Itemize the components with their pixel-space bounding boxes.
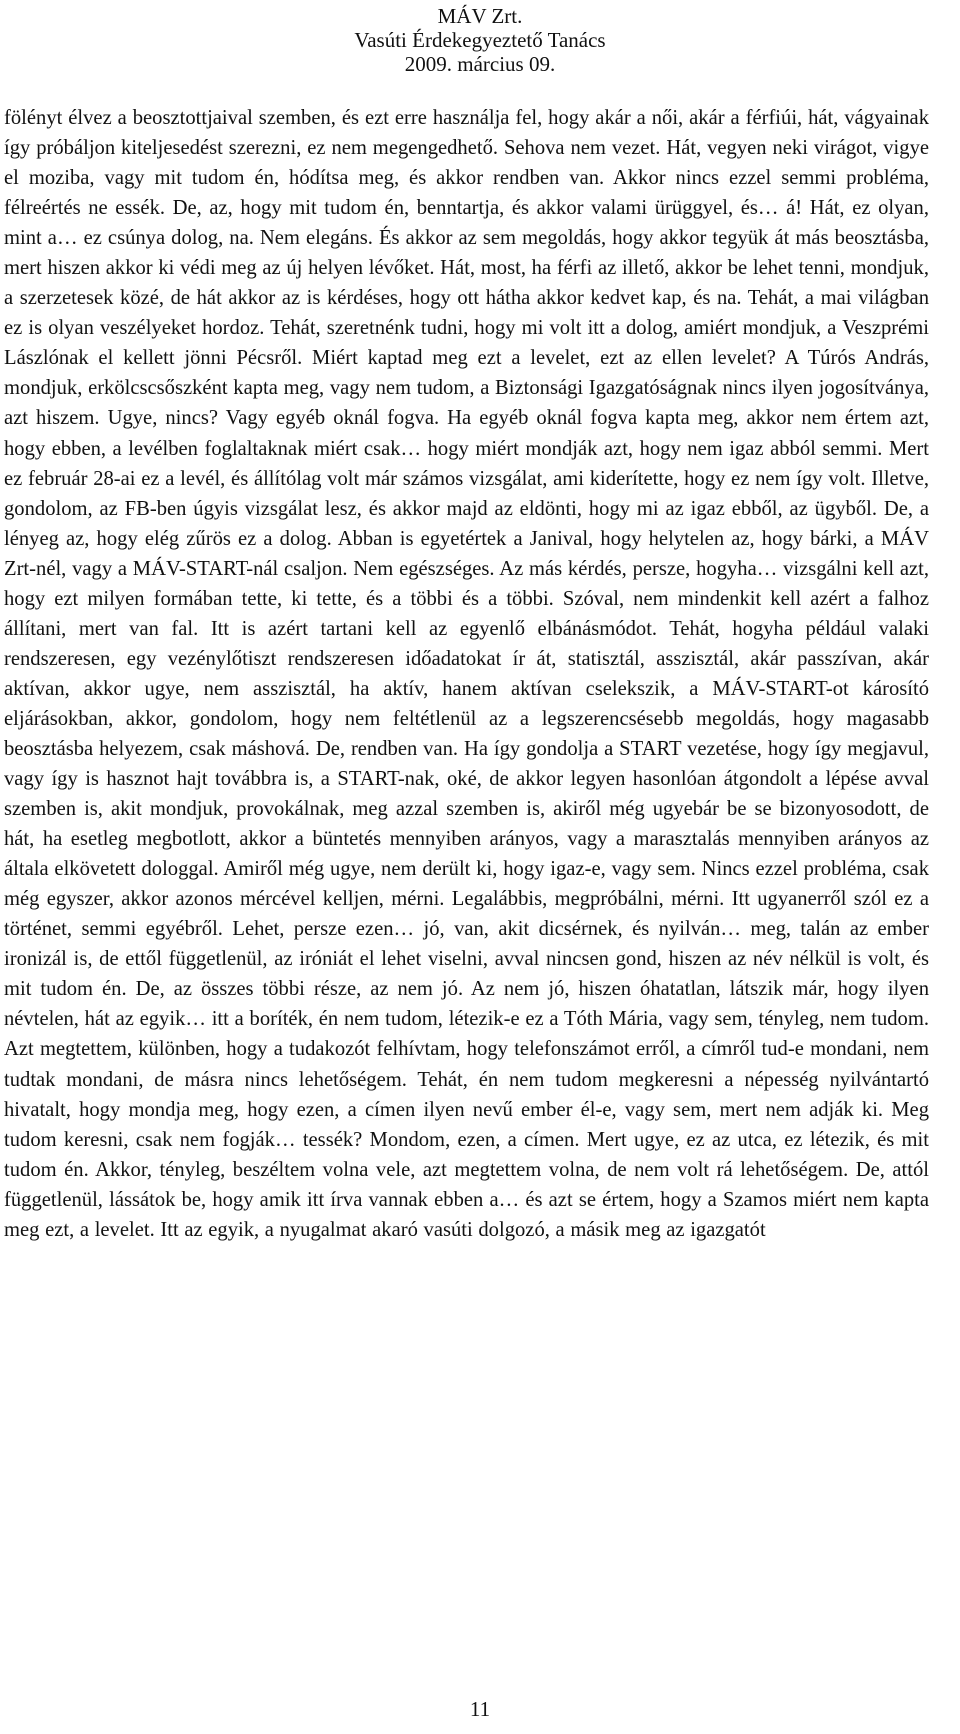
header-organization: MÁV Zrt.	[437, 4, 523, 28]
body-paragraph: fölényt élvez a beosztottjaival szemben, és ezt erre használja fel, hogy akár a női, akár a férfiúi, hát, vágyainak így próbáljon kiteljesedést szerezni, ez nem megengedhető. Sehova nem vezet. Hát, vegyen neki virágot, vigye el moziba, vagy mit tudom én, hódítsa meg, és akkor rendben van. Akkor nincs ezzel semmi probléma, félreértés ne essék. De, az, hogy mit tudom én, benntartja, és akkor valami ürüggyel, és… á! Hát, ez olyan, mint a… ez csúnya dolog, na. Nem elegáns. És akkor az sem megoldás, hogy akkor tegyük át más beosztásba, mert hiszen akkor ki védi meg az új helyen lévőket. Hát, most, ha férfi az illető, akkor be lehet tenni, mondjuk, a szerzetesek közé, de hát akkor az is kérdéses, hogy ott hátha akkor kedvet kap, és na. Tehát, a mai világban ez is olyan veszélyeket hordoz. Tehát, szeretnénk tudni, hogy mi volt itt a dolog, amiért mondjuk, a Veszprémi Lászlónak el kellett jönni Pécsről. Miért kaptad meg ezt a levelet, ezt az ellen levelet? A Túrós András, mondjuk, erkölcscsőszként kapta meg, vagy nem tudom, a Biztonsági Igazgatóságnak nincs ilyen jogosítványa, azt hiszem. Ugye, nincs? Vagy egyéb oknál fogva. Ha egyéb oknál fogva kapta meg, akkor nem értem azt, hogy ebben, a levélben foglaltaknak miért csak… hogy miért mondják azt, hogy nem igaz abból semmi. Mert ez február 28-ai ez a levél, és állítólag volt már számos vizsgálat, ami kiderítette, hogy ez nem így volt. Illetve, gondolom, az FB-ben úgyis vizsgálat lesz, és akkor majd az eldönti, hogy mi az igaz ebből, az ügyből. De, a lényeg az, hogy elég zűrös ez a dolog. Abban is egyetértek a Janival, hogy helytelen az, hogy bárki, a MÁV Zrt-nél, vagy a MÁV-START-nál csaljon. Nem egészséges. Az más kérdés, persze, hogyha… vizsgálni kell azt, hogy ezt milyen formában tette, ki tette, és a többi és a többi. Szóval, nem mindenkit kell azért a falhoz állítani, mert van fal. Itt is azért tartani kell az egyenlő elbánásmódot. Tehát, hogyha például valaki rendszeresen, egy vezénylőtiszt rendszeresen időadatokat ír át, statisztál, asszisztál, akár passzívan, akár aktívan, akkor ugye, nem asszisztál, ha aktív, hanem aktívan cselekszik, a MÁV-START-ot károsító eljárásokban, akkor, gondolom, hogy nem feltétlenül az a legszerencsésebb megoldás, hogy magasabb beosztásba helyezem, csak máshová. De, rendben van. Ha így gondolja a START vezetése, hogy így megjavul, vagy így is hasznot hajt továbbra is, a START-nak, oké, de akkor legyen hasonlóan átgondolt a lépése avval szemben is, akit mondjuk, provokálnak, meg azzal szemben is, akiről még ugyebár be se bizonyosodott, de hát, ha esetleg megbotlott, akkor a büntetés mennyiben arányos, vagy a marasztalás mennyiben arányos az általa elkövetett dologgal. Amiről még ugye, nem derült ki, hogy igaz-e, vagy sem. Nincs ezzel probléma, csak még egyszer, akkor azonos mércével kelljen, mérni. Legalábbis, megpróbálni, mérni. Itt ugyanerről szól ez a történet, semmi egyébről. Lehet, persze ezen… jó, van, akit dicsérnek, és nyilván… meg, talán az ember ironizál is, de ettől függetlenül, az iróniát el lehet viselni, avval nincsen gond, hiszen az név nélkül is volt, és mit tudom én. De, az összes többi része, az nem jó. Az nem jó, hiszen óhatatlan, látszik már, hogy ilyen névtelen, hát az egyik… itt a boríték, én nem tudom, létezik-e ez a Tóth Mária, vagy sem, tényleg, nem tudom. Azt megtettem, különben, hogy a tudakozót felhívtam, hogy telefonszámot erről, a címről tud-e mondani, nem tudtak mondani, de másra nincs lehetőségem. Tehát, én nem tudom megkeresni a népesség nyilvántartó hivatalt, hogy mondja meg, hogy ezen, a címen ilyen nevű ember él-e, vagy sem, mert nem adják ki. Meg tudom keresni, csak nem fogják… tessék? Mondom, ezen, a címen. Mert ugye, ez az utca, ez létezik, és mit tudom én. Akkor, tényleg, beszéltem volna vele, azt megtettem volna, de nem volt rá lehetőségem. De, attól függetlenül, lássátok be, hogy amik itt írva vannak ebben a… és azt se értem, hogy a Szamos miért nem kapta meg ezt, a levelet. Itt az egyik, a nyugalmat akaró vasúti dolgozó, a másik meg az igazgatót	[4, 107, 929, 1241]
page-header	[0, 4, 960, 76]
page-number: 11	[469, 1697, 491, 1721]
header-date: 2009. március 09.	[404, 52, 556, 76]
header-council: Vasúti Érdekegyeztető Tanács	[354, 28, 606, 52]
